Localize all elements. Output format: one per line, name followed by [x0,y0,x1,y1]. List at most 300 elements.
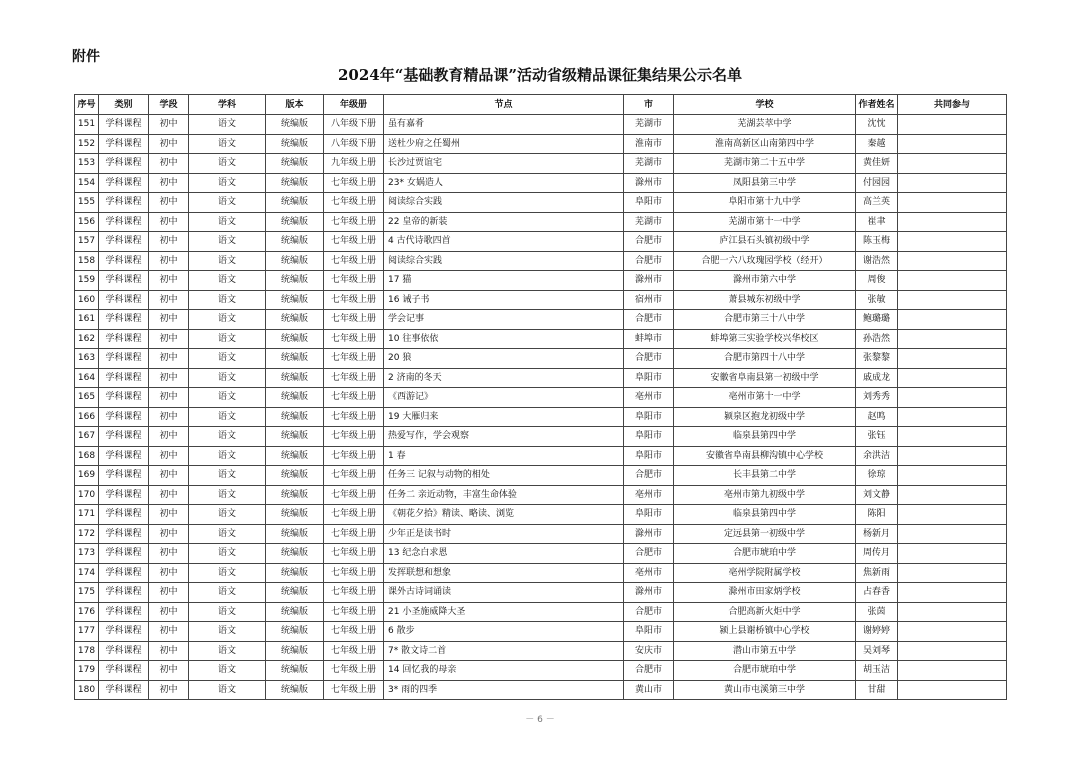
cell-stage: 初中 [149,641,189,661]
cell-index: 172 [75,524,99,544]
cell-category: 学科课程 [99,622,149,642]
cell-city: 合肥市 [624,349,674,369]
attachment-label: 附件 [72,49,100,65]
cell-stage: 初中 [149,427,189,447]
cell-category: 学科课程 [99,349,149,369]
cell-subject: 语文 [189,193,266,213]
cell-subject: 语文 [189,212,266,232]
cell-stage: 初中 [149,193,189,213]
cell-category: 学科课程 [99,563,149,583]
cell-category: 学科课程 [99,290,149,310]
cell-category: 学科课程 [99,212,149,232]
cell-city: 芜湖市 [624,212,674,232]
cell-city: 阜阳市 [624,622,674,642]
cell-co-participants [898,115,1007,135]
cell-school: 亳州市第十一中学 [674,388,856,408]
cell-index: 175 [75,583,99,603]
cell-grade: 七年级上册 [324,329,384,349]
cell-category: 学科课程 [99,134,149,154]
cell-lesson: 热爱写作，学会观察 [384,427,624,447]
cell-category: 学科课程 [99,173,149,193]
cell-subject: 语文 [189,602,266,622]
cell-subject: 语文 [189,485,266,505]
cell-author: 余洪洁 [856,446,898,466]
cell-co-participants [898,680,1007,700]
cell-stage: 初中 [149,212,189,232]
cell-lesson: 课外古诗词诵读 [384,583,624,603]
cell-stage: 初中 [149,310,189,330]
cell-city: 阜阳市 [624,368,674,388]
cell-subject: 语文 [189,310,266,330]
cell-school: 安徽省阜南县第一初级中学 [674,368,856,388]
cell-subject: 语文 [189,407,266,427]
cell-edition: 统编版 [266,388,324,408]
cell-co-participants [898,641,1007,661]
cell-co-participants [898,251,1007,271]
cell-category: 学科课程 [99,505,149,525]
cell-stage: 初中 [149,134,189,154]
cell-city: 阜阳市 [624,505,674,525]
cell-index: 176 [75,602,99,622]
cell-edition: 统编版 [266,583,324,603]
table-row [75,544,1007,564]
cell-city: 滁州市 [624,583,674,603]
table-row [75,271,1007,291]
cell-lesson: 19 大雁归来 [384,407,624,427]
cell-index: 157 [75,232,99,252]
cell-school: 安徽省阜南县柳沟镇中心学校 [674,446,856,466]
table-row [75,368,1007,388]
cell-author: 陈玉梅 [856,232,898,252]
cell-index: 174 [75,563,99,583]
cell-author: 秦越 [856,134,898,154]
cell-stage: 初中 [149,583,189,603]
cell-co-participants [898,407,1007,427]
cell-author: 杨新月 [856,524,898,544]
cell-index: 171 [75,505,99,525]
cell-grade: 七年级上册 [324,641,384,661]
cell-grade: 七年级上册 [324,661,384,681]
cell-city: 阜阳市 [624,407,674,427]
cell-stage: 初中 [149,115,189,135]
cell-lesson: 7* 散文诗二首 [384,641,624,661]
cell-subject: 语文 [189,641,266,661]
header-cell-edition: 版本 [266,95,324,115]
cell-index: 167 [75,427,99,447]
cell-edition: 统编版 [266,349,324,369]
cell-author: 周俊 [856,271,898,291]
cell-lesson: 21 小圣施威降大圣 [384,602,624,622]
cell-lesson: 4 古代诗歌四首 [384,232,624,252]
cell-co-participants [898,622,1007,642]
cell-co-participants [898,310,1007,330]
cell-subject: 语文 [189,368,266,388]
cell-stage: 初中 [149,173,189,193]
cell-co-participants [898,290,1007,310]
table-row [75,154,1007,174]
cell-school: 芜湖市第二十五中学 [674,154,856,174]
cell-lesson: 17 猫 [384,271,624,291]
cell-category: 学科课程 [99,232,149,252]
cell-grade: 七年级上册 [324,290,384,310]
cell-co-participants [898,583,1007,603]
cell-subject: 语文 [189,329,266,349]
cell-edition: 统编版 [266,368,324,388]
cell-co-participants [898,466,1007,486]
cell-city: 合肥市 [624,251,674,271]
cell-lesson: 《西游记》 [384,388,624,408]
header-cell-city: 市 [624,95,674,115]
cell-index: 164 [75,368,99,388]
cell-grade: 七年级上册 [324,349,384,369]
table-row [75,641,1007,661]
cell-co-participants [898,446,1007,466]
table-row [75,661,1007,681]
cell-index: 169 [75,466,99,486]
cell-subject: 语文 [189,680,266,700]
cell-subject: 语文 [189,388,266,408]
cell-author: 甘甜 [856,680,898,700]
table-row [75,134,1007,154]
cell-category: 学科课程 [99,407,149,427]
cell-category: 学科课程 [99,329,149,349]
cell-lesson: 学会记事 [384,310,624,330]
cell-school: 滁州市田家炳学校 [674,583,856,603]
cell-stage: 初中 [149,251,189,271]
cell-school: 萧县城东初级中学 [674,290,856,310]
cell-subject: 语文 [189,154,266,174]
cell-lesson: 22 皇帝的新装 [384,212,624,232]
cell-grade: 七年级上册 [324,446,384,466]
cell-lesson: 20 狼 [384,349,624,369]
cell-index: 159 [75,271,99,291]
cell-city: 阜阳市 [624,427,674,447]
cell-index: 152 [75,134,99,154]
cell-co-participants [898,173,1007,193]
cell-grade: 七年级上册 [324,505,384,525]
cell-edition: 统编版 [266,563,324,583]
table-row [75,349,1007,369]
table-row [75,173,1007,193]
cell-school: 潜山市第五中学 [674,641,856,661]
cell-index: 162 [75,329,99,349]
cell-school: 蚌埠第三实验学校兴华校区 [674,329,856,349]
cell-category: 学科课程 [99,446,149,466]
cell-edition: 统编版 [266,193,324,213]
header-cell-co-participants: 共同参与 [898,95,1007,115]
cell-author: 刘文静 [856,485,898,505]
cell-grade: 七年级上册 [324,271,384,291]
cell-co-participants [898,368,1007,388]
table-row [75,232,1007,252]
cell-grade: 七年级上册 [324,388,384,408]
cell-city: 阜阳市 [624,193,674,213]
cell-co-participants [898,388,1007,408]
cell-lesson: 6 散步 [384,622,624,642]
cell-lesson: 长沙过贾谊宅 [384,154,624,174]
cell-city: 黄山市 [624,680,674,700]
cell-edition: 统编版 [266,505,324,525]
cell-index: 170 [75,485,99,505]
cell-city: 合肥市 [624,466,674,486]
cell-index: 165 [75,388,99,408]
cell-author: 赵鸣 [856,407,898,427]
cell-edition: 统编版 [266,544,324,564]
cell-subject: 语文 [189,583,266,603]
cell-city: 安庆市 [624,641,674,661]
header-cell-stage: 学段 [149,95,189,115]
cell-co-participants [898,154,1007,174]
cell-edition: 统编版 [266,661,324,681]
cell-co-participants [898,212,1007,232]
cell-school: 黄山市屯溪第三中学 [674,680,856,700]
cell-co-participants [898,524,1007,544]
cell-co-participants [898,329,1007,349]
cell-author: 张黎黎 [856,349,898,369]
cell-index: 158 [75,251,99,271]
table-row [75,251,1007,271]
cell-lesson: 3* 雨的四季 [384,680,624,700]
cell-author: 张茵 [856,602,898,622]
cell-city: 宿州市 [624,290,674,310]
cell-grade: 八年级下册 [324,134,384,154]
table-row [75,485,1007,505]
cell-stage: 初中 [149,329,189,349]
cell-subject: 语文 [189,427,266,447]
cell-author: 付园园 [856,173,898,193]
cell-edition: 统编版 [266,641,324,661]
table-row [75,388,1007,408]
cell-grade: 七年级上册 [324,544,384,564]
cell-edition: 统编版 [266,602,324,622]
cell-edition: 统编版 [266,524,324,544]
cell-category: 学科课程 [99,661,149,681]
results-table [74,94,1007,700]
cell-author: 焦新雨 [856,563,898,583]
table-row [75,446,1007,466]
cell-city: 亳州市 [624,388,674,408]
cell-subject: 语文 [189,349,266,369]
cell-category: 学科课程 [99,271,149,291]
cell-co-participants [898,349,1007,369]
cell-subject: 语文 [189,563,266,583]
cell-edition: 统编版 [266,173,324,193]
cell-grade: 七年级上册 [324,193,384,213]
table-row [75,466,1007,486]
cell-subject: 语文 [189,505,266,525]
cell-stage: 初中 [149,407,189,427]
cell-grade: 八年级下册 [324,115,384,135]
cell-city: 合肥市 [624,544,674,564]
cell-lesson: 任务二 亲近动物，丰富生命体验 [384,485,624,505]
cell-school: 滁州市第六中学 [674,271,856,291]
cell-index: 151 [75,115,99,135]
cell-stage: 初中 [149,602,189,622]
cell-grade: 七年级上册 [324,563,384,583]
cell-stage: 初中 [149,446,189,466]
table-row [75,290,1007,310]
cell-lesson: 16 诫子书 [384,290,624,310]
cell-stage: 初中 [149,154,189,174]
cell-stage: 初中 [149,485,189,505]
cell-category: 学科课程 [99,115,149,135]
cell-author: 崔聿 [856,212,898,232]
cell-school: 合肥市第四十八中学 [674,349,856,369]
cell-school: 淮南高新区山南第四中学 [674,134,856,154]
cell-school: 合肥高新火炬中学 [674,602,856,622]
cell-author: 戚成龙 [856,368,898,388]
cell-edition: 统编版 [266,680,324,700]
table-row [75,505,1007,525]
cell-author: 高兰英 [856,193,898,213]
cell-grade: 七年级上册 [324,427,384,447]
header-cell-index: 序号 [75,95,99,115]
cell-city: 合肥市 [624,310,674,330]
table-row [75,212,1007,232]
cell-city: 合肥市 [624,602,674,622]
cell-subject: 语文 [189,115,266,135]
cell-grade: 九年级上册 [324,154,384,174]
cell-co-participants [898,602,1007,622]
cell-school: 亳州市第九初级中学 [674,485,856,505]
cell-co-participants [898,563,1007,583]
cell-grade: 七年级上册 [324,680,384,700]
cell-edition: 统编版 [266,290,324,310]
cell-index: 155 [75,193,99,213]
cell-school: 庐江县石头镇初级中学 [674,232,856,252]
cell-author: 占春香 [856,583,898,603]
cell-edition: 统编版 [266,427,324,447]
cell-edition: 统编版 [266,329,324,349]
cell-index: 180 [75,680,99,700]
cell-grade: 七年级上册 [324,310,384,330]
cell-edition: 统编版 [266,251,324,271]
cell-subject: 语文 [189,271,266,291]
cell-lesson: 14 回忆我的母亲 [384,661,624,681]
document-title: 2024年“基础教育精品课”活动省级精品课征集结果公示名单 [337,66,742,84]
cell-category: 学科课程 [99,427,149,447]
cell-category: 学科课程 [99,641,149,661]
cell-subject: 语文 [189,446,266,466]
cell-stage: 初中 [149,622,189,642]
cell-city: 亳州市 [624,485,674,505]
cell-stage: 初中 [149,388,189,408]
page-number: － 6 － [525,715,555,725]
table-row [75,193,1007,213]
cell-city: 芜湖市 [624,154,674,174]
cell-author: 鲍璐璐 [856,310,898,330]
cell-author: 徐琼 [856,466,898,486]
cell-category: 学科课程 [99,485,149,505]
cell-city: 合肥市 [624,661,674,681]
cell-index: 178 [75,641,99,661]
cell-city: 滁州市 [624,271,674,291]
cell-edition: 统编版 [266,232,324,252]
header-cell-author: 作者姓名 [856,95,898,115]
cell-category: 学科课程 [99,602,149,622]
cell-lesson: 发挥联想和想象 [384,563,624,583]
cell-author: 张钰 [856,427,898,447]
cell-stage: 初中 [149,563,189,583]
cell-category: 学科课程 [99,310,149,330]
cell-index: 163 [75,349,99,369]
cell-school: 颍上县谢桥镇中心学校 [674,622,856,642]
cell-stage: 初中 [149,505,189,525]
cell-lesson: 2 济南的冬天 [384,368,624,388]
cell-co-participants [898,427,1007,447]
header-cell-school: 学校 [674,95,856,115]
cell-category: 学科课程 [99,388,149,408]
cell-school: 长丰县第二中学 [674,466,856,486]
cell-lesson: 少年正是读书时 [384,524,624,544]
cell-stage: 初中 [149,368,189,388]
cell-edition: 统编版 [266,154,324,174]
cell-city: 亳州市 [624,563,674,583]
cell-school: 颍泉区抱龙初级中学 [674,407,856,427]
cell-index: 173 [75,544,99,564]
table-row [75,115,1007,135]
cell-grade: 七年级上册 [324,173,384,193]
cell-co-participants [898,193,1007,213]
cell-edition: 统编版 [266,271,324,291]
cell-school: 芜湖芸萃中学 [674,115,856,135]
cell-lesson: 送杜少府之任蜀州 [384,134,624,154]
cell-category: 学科课程 [99,368,149,388]
table-body [75,115,1007,700]
cell-category: 学科课程 [99,524,149,544]
cell-school: 定远县第一初级中学 [674,524,856,544]
cell-index: 156 [75,212,99,232]
cell-lesson: 阅读综合实践 [384,251,624,271]
cell-stage: 初中 [149,290,189,310]
cell-grade: 七年级上册 [324,622,384,642]
cell-subject: 语文 [189,232,266,252]
table-row [75,583,1007,603]
cell-author: 谢婷婷 [856,622,898,642]
header-cell-lesson: 节点 [384,95,624,115]
header-cell-grade: 年级册 [324,95,384,115]
cell-city: 芜湖市 [624,115,674,135]
cell-city: 蚌埠市 [624,329,674,349]
cell-author: 黄佳妍 [856,154,898,174]
table-row [75,602,1007,622]
cell-stage: 初中 [149,349,189,369]
table-row [75,329,1007,349]
cell-grade: 七年级上册 [324,251,384,271]
cell-author: 周传月 [856,544,898,564]
cell-category: 学科课程 [99,680,149,700]
cell-grade: 七年级上册 [324,232,384,252]
cell-author: 胡玉洁 [856,661,898,681]
cell-edition: 统编版 [266,446,324,466]
cell-index: 153 [75,154,99,174]
cell-edition: 统编版 [266,466,324,486]
cell-school: 凤阳县第三中学 [674,173,856,193]
cell-author: 吴刘琴 [856,641,898,661]
cell-lesson: 1 春 [384,446,624,466]
cell-school: 合肥一六八玫瑰园学校（经开） [674,251,856,271]
cell-index: 179 [75,661,99,681]
cell-stage: 初中 [149,661,189,681]
cell-school: 临泉县第四中学 [674,427,856,447]
cell-grade: 七年级上册 [324,485,384,505]
cell-co-participants [898,232,1007,252]
cell-school: 合肥市琥珀中学 [674,544,856,564]
cell-subject: 语文 [189,466,266,486]
cell-subject: 语文 [189,544,266,564]
cell-edition: 统编版 [266,407,324,427]
cell-school: 芜湖市第十一中学 [674,212,856,232]
